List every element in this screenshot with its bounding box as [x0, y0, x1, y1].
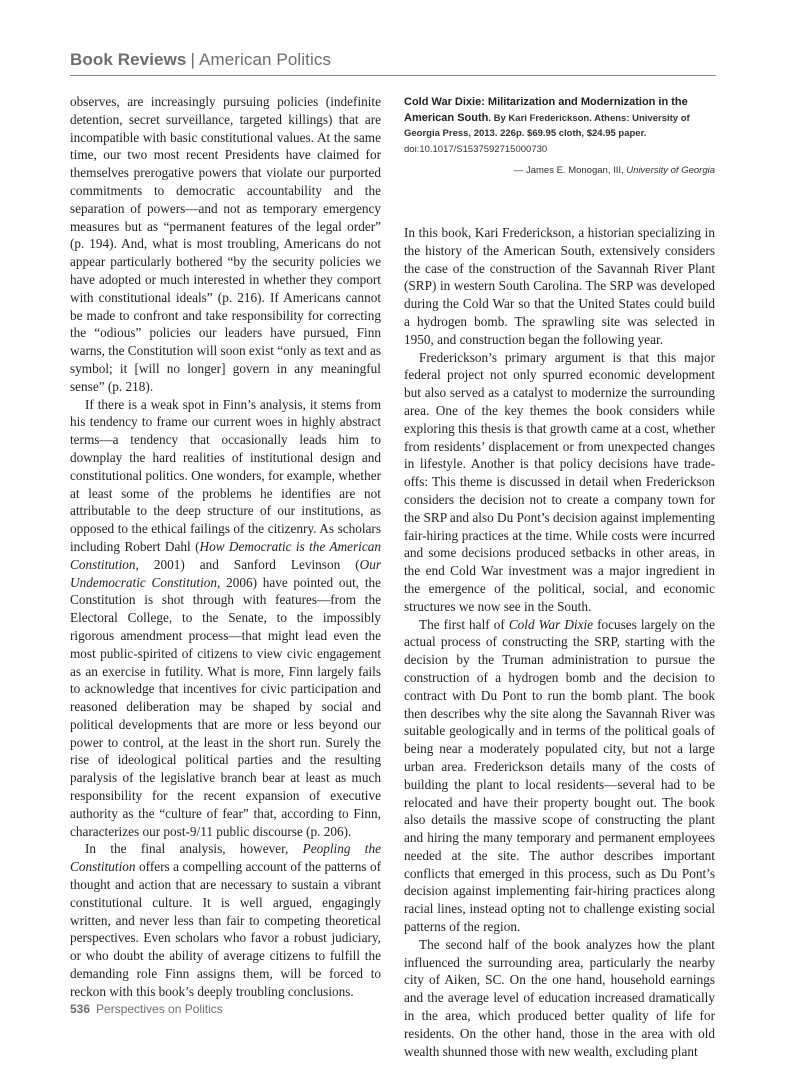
review-citation	[404, 95, 715, 142]
running-header	[70, 50, 331, 70]
journal-name: Perspectives on Politics	[96, 1002, 223, 1016]
paragraph: Frederickson’s primary argument is that this major federal project not only spurred economic development but also served as a catalyst to modernize the surrounding area. One of the key themes the book considers while exploring this thesis is that growth came at a cost, whether from residents’ displacement or from unexpected changes in lifestyle. Another is that policy decisions have trade-offs: This theme is discussed in detail when Frederickson considers the decision not to create a company town for the SRP and also Du Pont’s decision against implementing fair-hiring practices at the time. While costs were incurred and some decisions produced setbacks in other areas, in the end Cold War investment was a major ingredient in the emergence of the political, social, and economic structures we now see in the South.	[404, 349, 715, 614]
review-heading	[404, 95, 715, 178]
paragraph: In this book, Kari Frederickson, a historian specializing in the history of the American South, extensively considers the case of the construction of the Savannah River Plant (SRP) in western South Carolina. The SRP was developed during the Cold War so that the United States could build a hydrogen bomb. The sprawling site was selected in 1950, and construction began the following year.	[404, 225, 715, 347]
review-book-title: Cold War Dixie: Militarization and Modernization in the American South	[404, 96, 688, 124]
page-number: 536	[70, 1002, 91, 1016]
book-title-italic: Cold War Dixie	[508, 616, 594, 632]
book-title-italic: How Democratic is the American Constitution	[70, 538, 381, 572]
review-doi: doi:10.1017/S1537592715000730	[404, 143, 548, 155]
reviewer-name: — James E. Monogan, III,	[513, 165, 627, 176]
text-run: offers a compelling account of the patterns of thought and action that are necessary to sustain a vibrant constitutional culture. It is well argued, engagingly written, and never less than fair to competing theoretical perspectives. Even scholars who favor a robust judiciary, or who doubt the ability of average citizens to fulfill the demanding role Finn assigns them, will be forced to reckon with this book’s deeply troubling conclusions.	[70, 859, 381, 999]
text-run: In the final analysis, however,	[85, 841, 303, 857]
reviewer-affiliation: University of Georgia	[626, 165, 715, 176]
book-title-italic: Our Undemocratic Constitution	[70, 556, 381, 590]
left-column	[70, 93, 381, 1001]
right-column	[404, 224, 715, 1060]
page-footer	[70, 1002, 223, 1016]
book-title-italic: Peopling the Constitution	[70, 841, 381, 875]
text-run: If there is a weak spot in Finn’s analysis, it stems from his tendency to frame our current woes in highly abstract terms—a tendency that occasionally leads him to downplay the hard realities of institutional design and constitutional politics. One wonders, for example, whether at least some of the problems he identifies are not attributable to the deep structure of our institutions, as opposed to the ethical failings of the citizenry. As scholars including Robert Dahl (	[70, 396, 381, 554]
paragraph: observes, are increasingly pursuing policies (indefinite detention, secret surveillance, targeted killings) that are incompatible with basic constitutional values. At the same time, our two most recent Presidents have claimed for themselves prerogative powers that violate our purported commitments to democratic accountability and the separation of powers—and not as temporary emergency measures but as “permanent features of the legal order” (p. 194). And, what is most troubling, Americans do not appear particularly bothered “by the security policies we have adopted or much interested in whether they comport with constitutional ideals” (p. 216). If Americans cannot be made to confront and take responsibility for correcting the “odious” policies our leaders have pursued, Finn warns, the Constitution will soon exist “only as text and as symbol; it [will no longer] govern in any meaningful sense” (p. 218).	[70, 94, 381, 394]
paragraph	[70, 396, 381, 841]
text-run: The first half of	[419, 616, 509, 632]
paragraph	[70, 840, 381, 1000]
text-run: focuses largely on the actual process of constructing the SRP, starting with the decision by the Truman administration to pursue the construction of a hydrogen bomb and the decision to contract with Du Pont to run the bomb plant. The book then describes why the site along the Savannah River was suitable geologically and in terms of the political goals of being near a moderately populated city, but not a large urban area. Frederickson details many of the costs of building the plant to local residents—several had to be relocated and have their property bought out. The book also details the massive scope of constructing the plant and hiring the many temporary and permanent employees needed at the site. The author describes important conflicts that emerged in this process, such as Du Pont’s decision against implementing fair-hiring practices along racial lines, instead opting not to challenge existing social patterns of the region.	[404, 616, 715, 935]
review-publication-info: . By Kari Frederickson. Athens: University of Georgia Press, 2013. 226p. $69.95 cloth, $24.95 paper.	[404, 112, 690, 139]
text-run: , 2001) and Sanford Levinson (	[135, 556, 360, 572]
header-section: Book Reviews	[70, 50, 187, 69]
reviewer-line	[404, 164, 715, 178]
paragraph: The second half of the book analyzes how the plant influenced the surrounding area, particularly the nearby city of Aiken, SC. On the one hand, household earnings and the average level of education increased dramatically in the area, which produced better quality of life for residents. On the other hand, those in the area with old wealth shunned those with new wealth, excluding plant	[404, 936, 715, 1059]
header-subsection: American Politics	[199, 50, 332, 69]
text-run: , 2006) have pointed out, the Constitution is shot through with features—from the Electoral College, to the Senate, to the impossibly rigorous amendment process—that might lead even the most public-spirited of citizens to view civic engagement as an exercise in futility. What is more, Finn largely fails to acknowledge that incentives for civic participation and reasoned deliberation may be shaped by social and political developments that are more or less beyond our power to control, at the least in the short run. Surely the rise of ideological political parties and the resulting paralysis of the legislative branch bear at least as much responsibility for the recent expansion of executive authority as the “culture of fear” that, according to Finn, characterizes our post-9/11 public discourse (p. 206).	[70, 574, 381, 839]
header-separator: |	[190, 50, 195, 69]
paragraph	[404, 616, 715, 936]
header-rule	[70, 75, 716, 76]
